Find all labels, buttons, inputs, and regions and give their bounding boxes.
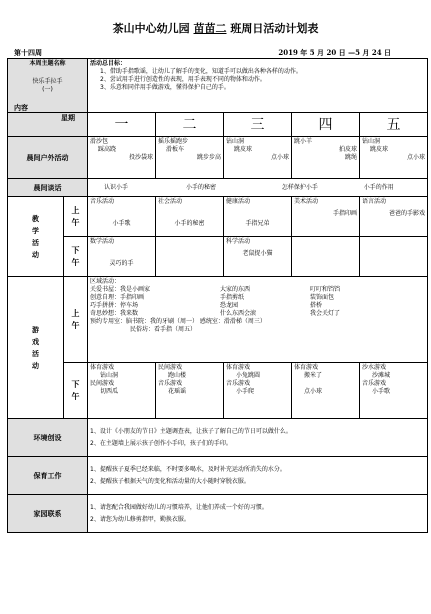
area-item: 什么东西会滚	[220, 310, 257, 317]
activity-text: 跳小羊	[294, 138, 313, 145]
teaching-label	[8, 197, 64, 277]
outdoor-cell	[360, 137, 428, 179]
activity-text: 拍皮球	[339, 146, 358, 153]
date-range: 2019 年 5 月 20 日 —5 月 24 日	[278, 48, 391, 57]
game-cell	[360, 363, 428, 419]
family-item: 1、请您配合我园做好幼儿的习惯培养，让他们养成一个好的习惯。	[90, 503, 268, 511]
lesson-type: 语言活动	[362, 198, 387, 205]
care-label: 保育工作	[8, 457, 88, 495]
area-item: 搭桥	[310, 302, 323, 309]
talk-item: 小手的秘密	[185, 183, 216, 191]
activity-text: 跳步步高	[197, 154, 222, 161]
day-header: 五	[360, 113, 428, 137]
area-item: 装饰面包	[310, 294, 335, 301]
activity-text: 跳绳	[345, 154, 358, 161]
lesson-type: 社会活动	[158, 198, 183, 205]
teaching-cell	[360, 237, 428, 277]
morning-talk-label: 晨间谈话	[8, 179, 88, 197]
goals-cell	[88, 59, 428, 113]
game-type: 沙水游戏	[362, 364, 387, 371]
area-title: 区域活动：	[90, 278, 121, 285]
game-name: 搬米了	[304, 372, 323, 379]
activity-text: 点小球	[407, 154, 426, 161]
activity-text: 滑板车	[166, 146, 185, 153]
lesson-type: 音乐活动	[90, 198, 115, 205]
teaching-label-text: 教学活动	[32, 214, 39, 259]
activity-text: 滑沙包	[90, 138, 109, 145]
lesson-type: 美术活动	[294, 198, 319, 205]
corner-bottom-label: 内容	[14, 104, 28, 112]
games-label	[8, 277, 64, 419]
outdoor-cell	[224, 137, 292, 179]
activity-text: 钻山洞	[226, 138, 245, 145]
area-item: 恐龙园	[220, 302, 239, 309]
area-item: 创意自理：手指印画	[90, 294, 145, 301]
pm-text: 下午	[71, 379, 80, 401]
talk-item: 小手的作用	[363, 183, 394, 191]
games-label-text: 游戏活动	[32, 325, 39, 370]
game-name: 花瑶谣	[168, 388, 187, 395]
game-type: 音乐游戏	[226, 380, 251, 387]
teaching-cell	[292, 237, 360, 277]
activity-text: 跳皮球	[370, 146, 389, 153]
activity-text: 点小球	[271, 154, 290, 161]
reservation-line: 民俗坊：看手指（周五）	[130, 326, 197, 333]
game-cell	[156, 363, 224, 419]
games-pm-row	[8, 363, 428, 419]
game-name: 跑山楼	[168, 372, 187, 379]
lesson-name: 爸爸的手影戏	[389, 210, 426, 217]
corner-top-label: 星期	[61, 114, 76, 122]
teaching-cell	[156, 237, 224, 277]
theme-name: 快乐手拉手	[32, 78, 63, 85]
outdoor-row	[8, 137, 428, 179]
theme-num: (一)	[42, 86, 53, 93]
game-name: 点小球	[304, 388, 323, 395]
teaching-am-row	[8, 197, 428, 237]
care-row	[8, 457, 428, 495]
day-header: 一	[88, 113, 156, 137]
area-item: 手指剪纸	[220, 294, 245, 301]
game-name: 小手爬	[236, 388, 255, 395]
game-name: 钻山洞	[100, 372, 119, 379]
goal-item: 1、借助手指歌谣，让幼儿了解手的变化，知道手可以做出各种各样的动作。	[100, 68, 302, 75]
teaching-cell	[88, 197, 156, 237]
lesson-name: 老鼠捉小猫	[242, 250, 273, 257]
teaching-am-label	[64, 197, 88, 237]
lesson-name: 小手的秘密	[174, 220, 205, 227]
game-type: 音乐游戏	[362, 380, 387, 387]
am-text: 上午	[71, 308, 80, 330]
days-header-row	[8, 113, 428, 137]
care-item: 2、提醒孩子根据天气的变化和活动量的大小随时穿脱衣服。	[90, 477, 250, 485]
care-cell	[88, 457, 428, 495]
teaching-cell	[224, 237, 292, 277]
theme-row	[8, 59, 428, 113]
games-pm-label	[64, 363, 88, 419]
lesson-type: 健康活动	[226, 198, 251, 205]
teaching-pm-label	[64, 237, 88, 277]
environment-cell	[88, 419, 428, 457]
day-header: 三	[224, 113, 292, 137]
teaching-pm-row	[8, 237, 428, 277]
game-type: 体育游戏	[294, 364, 319, 371]
game-cell	[292, 363, 360, 419]
am-text: 上午	[71, 205, 80, 227]
talk-item: 认识小手	[104, 183, 129, 191]
game-cell	[224, 363, 292, 419]
outdoor-cell	[292, 137, 360, 179]
family-cell	[88, 495, 428, 533]
talk-item: 怎样保护小手	[281, 183, 318, 191]
area-item: 大家的东西	[220, 286, 251, 293]
teaching-cell	[224, 197, 292, 237]
day-header: 二	[156, 113, 224, 137]
pm-text: 下午	[71, 245, 80, 267]
game-name: 小手歌	[372, 388, 391, 395]
game-type: 民间游戏	[158, 364, 183, 371]
care-item: 1、提醒孩子夏季已经来临，不时要多喝水，及时补充运动所消失的水分。	[90, 465, 286, 473]
teaching-cell	[156, 197, 224, 237]
games-am-row	[8, 277, 428, 363]
theme-label: 本周主题名称	[29, 60, 66, 67]
environment-item: 1、设计《小朋友的节日》主题调查表，让孩子了解自己的节日可以做什么。	[90, 427, 292, 435]
goal-item: 3、乐意和同伴用手做游戏，懂得保护自己的手。	[100, 84, 230, 91]
day-header: 四	[292, 113, 360, 137]
games-am-label	[64, 277, 88, 363]
outdoor-cell	[156, 137, 224, 179]
lesson-type: 数学活动	[90, 238, 115, 245]
area-item: 奇思妙想：我来数	[90, 310, 139, 317]
area-item: 巧手拼拼：停车场	[90, 302, 139, 309]
activity-text: 踩高跷	[98, 146, 117, 153]
goals-title: 活动总目标：	[90, 60, 127, 67]
game-name: 小兔跳圆	[236, 372, 261, 379]
reservation-line: 预约专用室：脑书院：我的牙刷（周一） 感统室：滑滑梯（周三）	[90, 318, 266, 325]
morning-talk-row	[8, 179, 428, 197]
activity-text: 投沙袋球	[129, 154, 154, 161]
area-item: 叮叮和铛铛	[310, 286, 341, 293]
page-title	[0, 20, 431, 36]
family-label: 家园联系	[8, 495, 88, 533]
activity-text: 摇乐摇跑步	[158, 138, 189, 145]
family-row	[8, 495, 428, 533]
area-activity-cell	[88, 277, 428, 363]
outdoor-cell	[88, 137, 156, 179]
class-name: 苗苗二	[193, 22, 227, 35]
teaching-cell	[292, 197, 360, 237]
game-type: 体育游戏	[90, 364, 115, 371]
area-item: 我会关灯了	[310, 310, 341, 317]
outdoor-label: 晨间户外活动	[8, 137, 88, 179]
lesson-name: 手指兄弟	[245, 220, 270, 227]
activity-text: 钻山洞	[362, 138, 381, 145]
environment-item: 2、在主题墙上展示孩子创作小手印，孩子们的手印。	[90, 439, 232, 447]
game-type: 民间游戏	[90, 380, 115, 387]
lesson-type: 科学活动	[226, 238, 251, 245]
goal-item: 2、尝试用手进行创造性的表现，用手表现不同的物体和动作。	[100, 76, 266, 83]
game-type: 音乐游戏	[158, 380, 183, 387]
game-type: 体育游戏	[226, 364, 251, 371]
game-name: 切西瓜	[100, 388, 119, 395]
title-suffix: 班周日活动计划表	[230, 22, 319, 35]
morning-talk-cell	[88, 179, 428, 197]
lesson-name: 小手歌	[112, 220, 131, 227]
teaching-cell	[360, 197, 428, 237]
family-item: 2、请您为幼儿修剪指甲，勤换衣服。	[90, 515, 190, 523]
school-name: 茶山中心幼儿园	[112, 22, 190, 35]
lesson-name: 手指印画	[333, 210, 358, 217]
teaching-cell	[88, 237, 156, 277]
environment-row	[8, 419, 428, 457]
area-item: 关爱书屋：我是小画家	[90, 286, 151, 293]
game-name: 沙滩城	[372, 372, 391, 379]
weekly-plan-table	[7, 58, 428, 533]
day-corner-cell	[8, 104, 88, 137]
lesson-name: 灵巧的手	[109, 260, 134, 267]
game-cell	[88, 363, 156, 419]
environment-label: 环境创设	[8, 419, 88, 457]
activity-text: 跳皮球	[234, 146, 253, 153]
week-label: 第十四周	[14, 48, 42, 57]
